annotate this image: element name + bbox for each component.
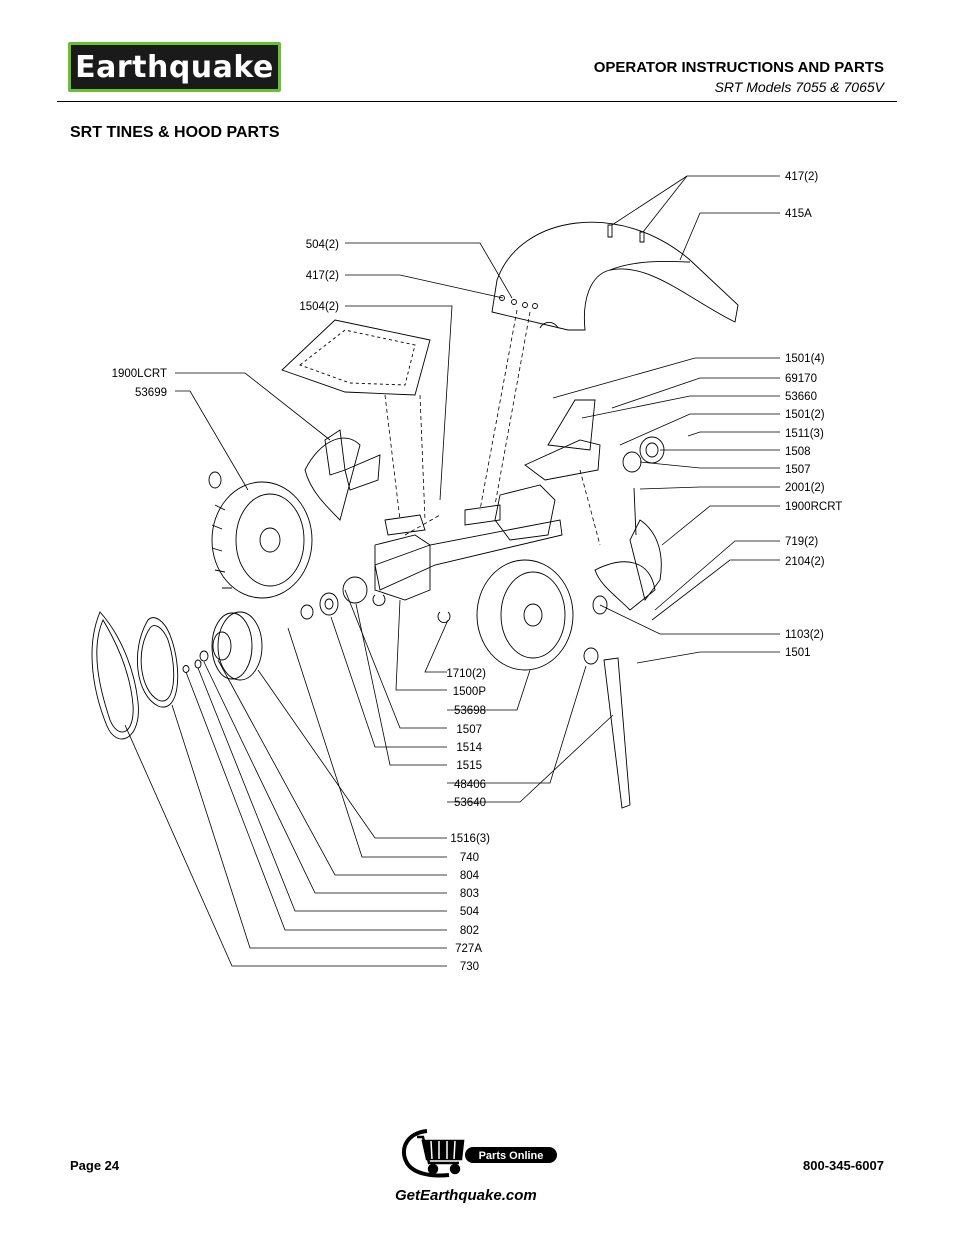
callout-53640: 53640 xyxy=(454,797,486,809)
callout-2001-2: 2001(2) xyxy=(785,482,825,494)
callout-1900rcrt: 1900RCRT xyxy=(785,501,843,513)
callout-1516-3: 1516(3) xyxy=(450,833,490,845)
section-title: SRT TINES & HOOD PARTS xyxy=(70,124,280,141)
callout-719-2: 719(2) xyxy=(785,536,819,548)
callout-1710-2: 1710(2) xyxy=(446,668,486,680)
callout-1508: 1508 xyxy=(785,446,811,458)
callout-415a: 415A xyxy=(785,208,812,220)
shopping-cart-icon xyxy=(417,1137,463,1173)
callout-1507-bottom: 1507 xyxy=(456,724,482,736)
callout-1501-4: 1501(4) xyxy=(785,353,825,365)
callout-1507-right: 1507 xyxy=(785,464,811,476)
callout-730: 730 xyxy=(459,961,479,973)
callout-1511-3: 1511(3) xyxy=(785,428,824,440)
callout-1515: 1515 xyxy=(456,760,482,772)
callout-1103-2: 1103(2) xyxy=(785,629,824,641)
callout-504-2: 504(2) xyxy=(305,239,339,251)
brand-logo-text: Earthquake xyxy=(75,49,274,85)
callout-803: 803 xyxy=(459,888,479,900)
callout-53698: 53698 xyxy=(454,705,486,717)
callout-1504-2: 1504(2) xyxy=(299,301,339,313)
callout-1514: 1514 xyxy=(456,742,482,754)
callout-1501-2: 1501(2) xyxy=(785,409,825,421)
callout-417-2-top: 417(2) xyxy=(785,171,819,183)
parts-online-badge xyxy=(399,1125,559,1180)
document-subtitle: SRT Models 7055 & 7065V xyxy=(714,79,884,95)
document-title: OPERATOR INSTRUCTIONS AND PARTS xyxy=(593,59,884,76)
callout-802: 802 xyxy=(459,925,479,937)
phone-number: 800-345-6007 xyxy=(803,1158,884,1173)
callout-48406: 48406 xyxy=(454,779,486,791)
parts-online-label: Parts Online xyxy=(478,1150,544,1162)
callout-740: 740 xyxy=(459,852,479,864)
callout-53660: 53660 xyxy=(785,391,817,403)
callout-417-2: 417(2) xyxy=(305,270,339,282)
callout-69170: 69170 xyxy=(785,373,817,385)
website-link[interactable]: GetEarthquake.com xyxy=(395,1187,537,1204)
callout-504: 504 xyxy=(459,906,479,918)
callout-2104-2: 2104(2) xyxy=(785,556,825,568)
callout-1501: 1501 xyxy=(785,647,811,659)
callout-53699: 53699 xyxy=(135,387,167,399)
callout-1500p: 1500P xyxy=(452,686,486,698)
page-number: Page 24 xyxy=(70,1158,120,1173)
callout-1900lcrt: 1900LCRT xyxy=(111,368,167,380)
callout-804: 804 xyxy=(459,870,479,882)
callout-727a: 727A xyxy=(455,943,482,955)
